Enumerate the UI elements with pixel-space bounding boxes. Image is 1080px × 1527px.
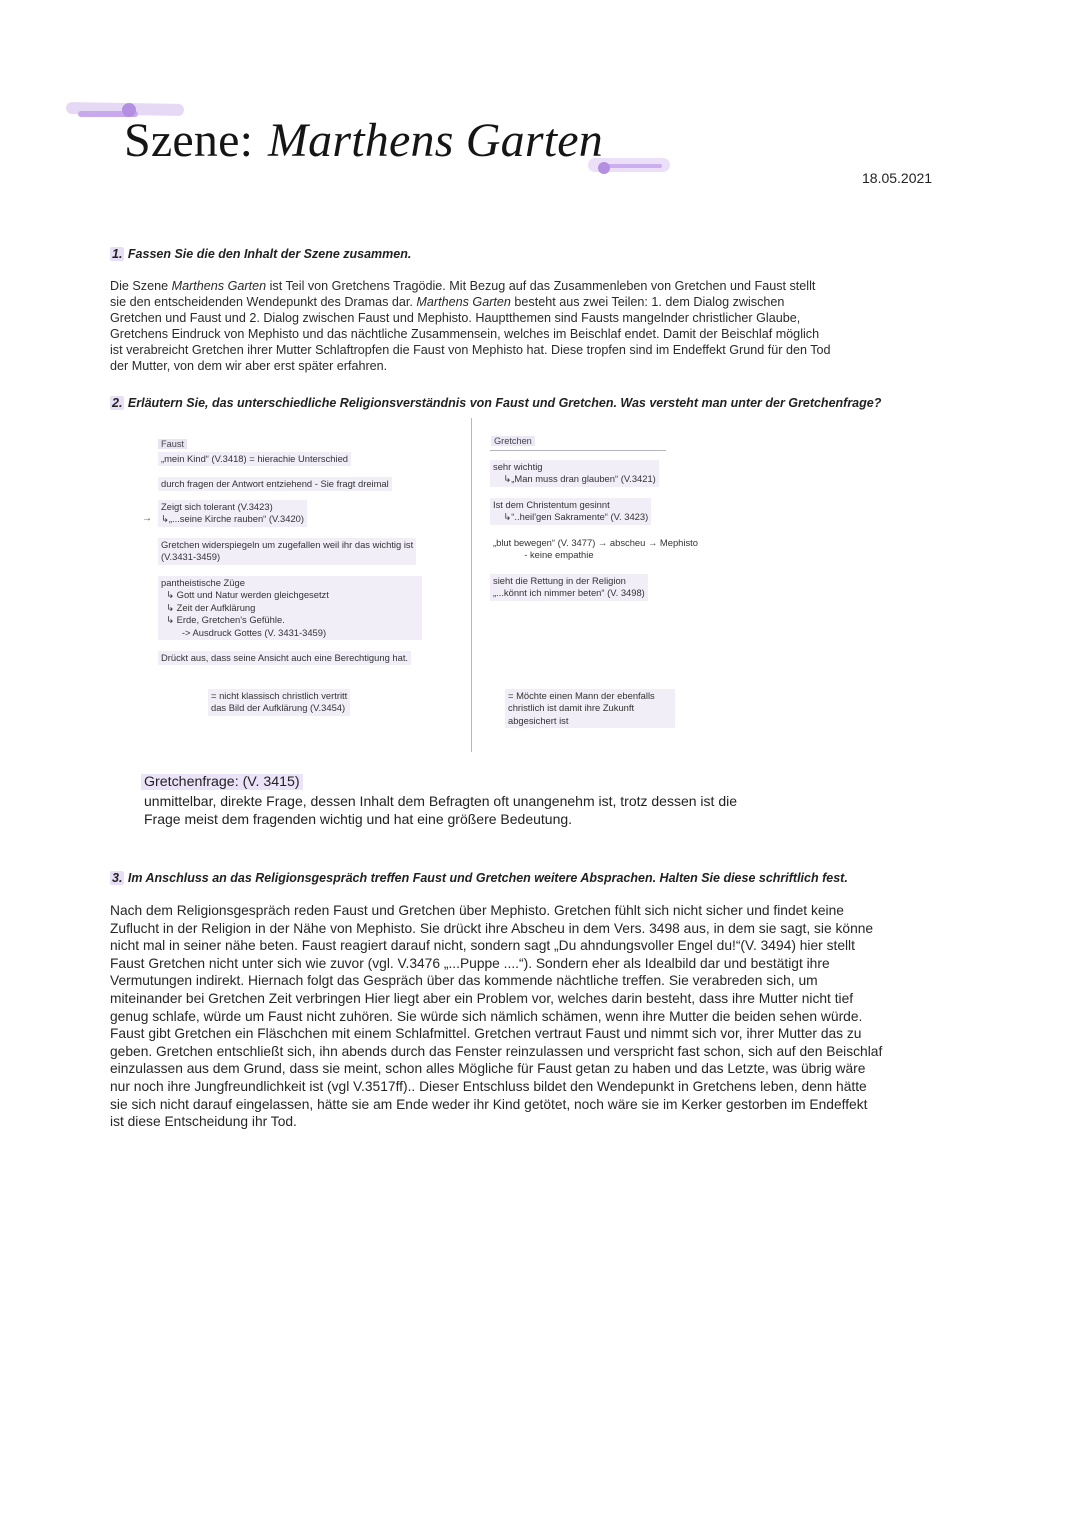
question-2-number: 2. bbox=[112, 396, 123, 410]
answer-1-line bbox=[110, 278, 930, 294]
page-title bbox=[124, 112, 603, 169]
answer-3-line: genug schlafe, würde um Faust nicht zuhören. Sie würde sich nämlich schämen, wenn ihre Mutter die beiden sehen würde. bbox=[110, 1008, 863, 1024]
gretchenfrage-label: Gretchenfrage: (V. 3415) bbox=[141, 774, 303, 790]
answer-1-line bbox=[110, 310, 930, 326]
gretchen-note-3: „blut bewegen“ (V. 3477) → abscheu → Mephisto - keine empathie bbox=[493, 537, 698, 561]
answer-1-text: Gretchens Eindruck von Mephisto und das nächtliche Zusammensein, welches im Beischlaf endet. Damit der Beischlaf möglich bbox=[110, 327, 820, 341]
faust-note-1: „mein Kind“ (V.3418) = hierachie Unterschied bbox=[158, 452, 351, 466]
gretchen-note-5: = Möchte einen Mann der ebenfalls christlich ist damit ihre Zukunft abgesichert ist bbox=[505, 689, 675, 728]
table-divider-horizontal bbox=[490, 450, 666, 451]
answer-3-line: Faust Gretchen nicht unter sich wie zuvor (vgl. V.3476 „...Puppe ....“). Sondern eher als Idealbild dar und bestätigt ihre bbox=[110, 955, 830, 971]
gretchenfrage-line-1: unmittelbar, direkte Frage, dessen Inhalt dem Befragten oft unangenehm ist, trotz dessen ist die bbox=[144, 793, 738, 809]
answer-1-text: Die Szene bbox=[110, 279, 172, 293]
answer-1 bbox=[110, 278, 930, 374]
answer-1-italic-title: Marthens Garten bbox=[416, 295, 511, 309]
question-1-number: 1. bbox=[112, 247, 123, 261]
gretchen-note-4: sieht die Rettung in der Religion „...könnt ich nimmer beten“ (V. 3498) bbox=[490, 574, 648, 601]
answer-3-line: einzulassen aus dem Grund, dass sie meint, schon alles Mögliche für Faust getan zu haben und das Letzte, was übrig wäre bbox=[110, 1061, 866, 1077]
gretchen-note-1: sehr wichtig ↳„Man muss dran glauben“ (V.3421) bbox=[490, 460, 659, 487]
answer-1-text: Gretchen und Faust und 2. Dialog zwischen Faust und Mephisto. Hauptthemen sind Fausts mangelnder christlicher Glaube, bbox=[110, 311, 801, 325]
answer-3-line: nicht mal in seiner nähe beten. Faust reagiert darauf nicht, sondern sagt „Du ahndungsvoller Engel du!“(V. 3494) hier stellt bbox=[110, 938, 855, 954]
question-3 bbox=[110, 871, 848, 885]
answer-3 bbox=[110, 902, 970, 1131]
question-3-text: Im Anschluss an das Religionsgespräch treffen Faust und Gretchen weitere Absprachen. Halten Sie diese schriftlich fest. bbox=[127, 871, 848, 885]
question-2-text: Erläutern Sie, das unterschiedliche Religionsverständnis von Faust und Gretchen. Was versteht man unter der Gretchenfrage? bbox=[127, 396, 882, 410]
answer-3-line: Nach dem Religionsgespräch reden Faust und Gretchen über Mephisto. Gretchen fühlt sich nicht sicher und findet keine bbox=[110, 903, 844, 918]
question-1-text: Fassen Sie die den Inhalt der Szene zusammen. bbox=[127, 247, 412, 261]
title-scene-name: Marthens Garten bbox=[267, 114, 603, 167]
answer-1-text: der Mutter, von dem wir aber erst später erfahren. bbox=[110, 359, 388, 373]
document-date: 18.05.2021 bbox=[862, 170, 933, 186]
answer-1-italic-title: Marthens Garten bbox=[171, 279, 267, 293]
answer-3-line: ist diese Entscheidung ihr Tod. bbox=[110, 1114, 297, 1130]
question-1 bbox=[110, 247, 411, 261]
faust-note-6: Drückt aus, dass seine Ansicht auch eine Berechtigung hat. bbox=[158, 651, 411, 665]
answer-1-text: besteht aus zwei Teilen: 1. dem Dialog zwischen bbox=[510, 295, 785, 309]
faust-note-2: durch fragen der Antwort entziehend - Sie fragt dreimal bbox=[158, 477, 392, 491]
answer-3-line: nur noch ihre Jungfreundlichkeit ist (vgl V.3517ff).. Dieser Entschluss bildet den Wendepunkt in Gretchens leben, denn hätte bbox=[110, 1078, 867, 1094]
answer-3-line: Faust gibt Gretchen ein Fläschchen mit einem Schlafmittel. Gretchen vertraut Faust und nimmt sich vor, ihrer Mutter das zu bbox=[110, 1026, 862, 1042]
gretchenfrage-line-2: Frage meist dem fragenden wichtig und hat eine größere Bedeutung. bbox=[144, 810, 573, 827]
answer-3-line: sie sich nicht darauf eingelassen, hätte sie am Ende weder ihr Kind getötet, noch wäre sie im Kerker gestorben im Endeffekt bbox=[110, 1096, 868, 1112]
gretchenfrage-definition bbox=[144, 793, 844, 828]
answer-3-line: Vermutungen indirekt. Hiernach folgt das Gespräch über das kommende nächtliche treffen. Sie verabreden sich, um bbox=[110, 973, 818, 989]
gretchen-header: Gretchen bbox=[491, 436, 535, 446]
faust-note-7: = nicht klassisch christlich vertritt das Bild der Aufklärung (V.3454) bbox=[208, 689, 350, 716]
answer-1-line bbox=[110, 358, 930, 374]
question-3-number: 3. bbox=[112, 871, 123, 885]
question-2 bbox=[110, 396, 881, 410]
answer-1-line bbox=[110, 294, 930, 310]
table-divider-vertical bbox=[471, 418, 472, 752]
answer-1-text: sie den entscheidenden Wendepunkt des Dramas dar. bbox=[110, 295, 417, 309]
answer-1-text: ist verabreicht Gretchen ihrer Mutter Schlaftropfen die Faust von Mephisto hat. Diese tropfen sind im Endeffekt Grund für den Tod bbox=[110, 343, 831, 357]
answer-1-text: ist Teil von Gretchens Tragödie. Mit Bezug auf das Zusammenleben von Gretchen und Faust stellt bbox=[266, 279, 816, 293]
faust-note-5: pantheistische Züge ↳ Gott und Natur werden gleichgesetzt ↳ Zeit der Aufklärung ↳ Erde, Gretchen's Gefühle. -> Ausdruck Gottes (V. 3431-3459) bbox=[158, 576, 422, 640]
faust-note-4: Gretchen widerspiegeln um zugefallen weil ihr das wichtig ist (V.3431-3459) bbox=[158, 538, 416, 565]
faust-note-3: Zeigt sich tolerant (V.3423) ↳„...seine Kirche rauben“ (V.3420) bbox=[158, 500, 307, 527]
title-prefix: Szene: bbox=[124, 114, 254, 167]
gretchen-note-2: Ist dem Christentum gesinnt ↳“..heil'gen Sakramente“ (V. 3423) bbox=[490, 498, 651, 525]
answer-1-line bbox=[110, 342, 930, 358]
arrow-icon: → bbox=[142, 513, 152, 524]
answer-3-line: Zuflucht in der Religion in der Nähe von Mephisto. Sie drückt ihre Abscheu in dem Vers. 3498 aus, in dem sie sagt, sie könne bbox=[110, 920, 874, 936]
faust-header: Faust bbox=[158, 439, 187, 449]
answer-1-line bbox=[110, 326, 930, 342]
answer-3-line: miteinander bei Gretchen Zeit verbringen Hier liegt aber ein Problem vor, welches darin besteht, dass ihre Mutter nicht tief bbox=[110, 990, 854, 1006]
answer-3-line: geben. Gretchen entschließt sich, ihn abends durch das Fenster reinzulassen und verspricht fast schon, sich auf den Beischlaf bbox=[110, 1043, 883, 1059]
